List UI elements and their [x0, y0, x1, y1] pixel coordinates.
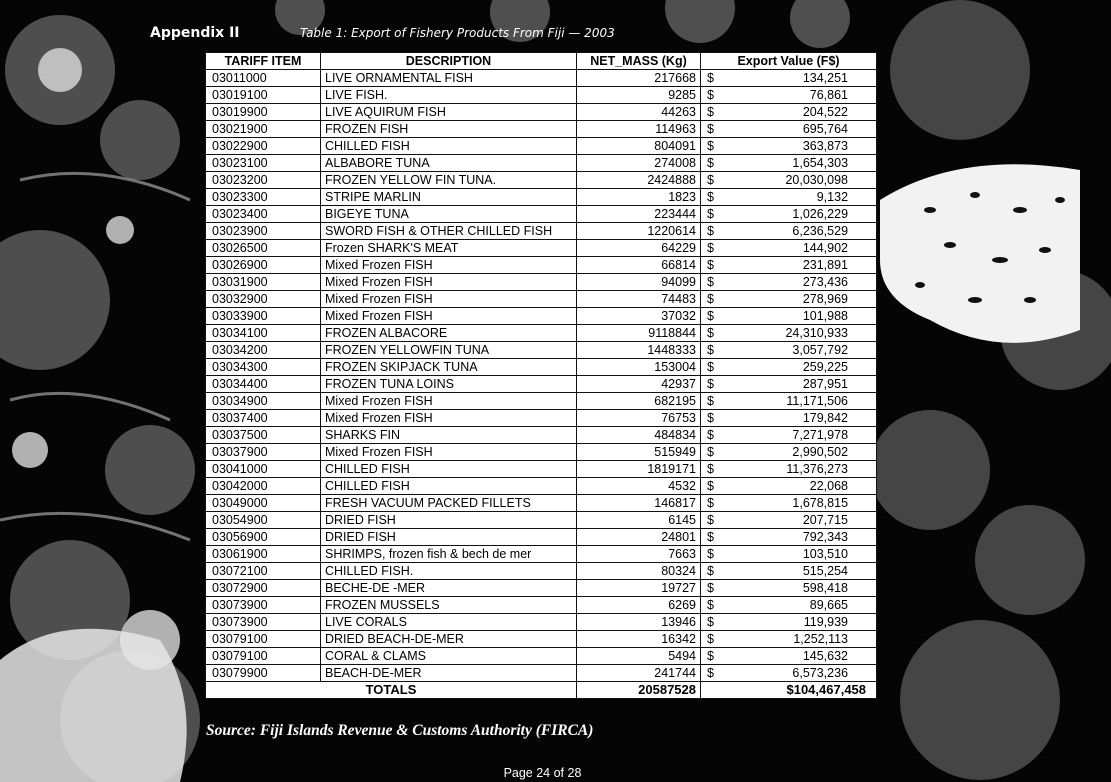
table-row: [206, 597, 877, 614]
description-cell: CHILLED FISH: [321, 461, 577, 478]
export-table-container: [205, 52, 876, 699]
tariff-cell: 03023400: [206, 206, 321, 223]
tariff-cell: 03034400: [206, 376, 321, 393]
export-value-cell: 145,632: [725, 648, 877, 665]
table-row: [206, 308, 877, 325]
description-cell: Frozen SHARK'S MEAT: [321, 240, 577, 257]
description-cell: FROZEN YELLOW FIN TUNA.: [321, 172, 577, 189]
currency-cell: $: [701, 529, 725, 546]
currency-cell: $: [701, 291, 725, 308]
tariff-cell: 03023100: [206, 155, 321, 172]
table-row: [206, 631, 877, 648]
table-row: [206, 614, 877, 631]
description-cell: BIGEYE TUNA: [321, 206, 577, 223]
currency-cell: $: [701, 665, 725, 682]
export-value-cell: 6,236,529: [725, 223, 877, 240]
tariff-cell: 03011000: [206, 70, 321, 87]
table-row: [206, 359, 877, 376]
currency-cell: $: [701, 172, 725, 189]
table-row: [206, 580, 877, 597]
description-cell: DRIED BEACH-DE-MER: [321, 631, 577, 648]
description-cell: DRIED FISH: [321, 512, 577, 529]
table-row: [206, 546, 877, 563]
description-cell: SHRIMPS, frozen fish & bech de mer: [321, 546, 577, 563]
description-cell: FRESH VACUUM PACKED FILLETS: [321, 495, 577, 512]
table-row: [206, 529, 877, 546]
tariff-cell: 03021900: [206, 121, 321, 138]
currency-cell: $: [701, 274, 725, 291]
description-cell: FROZEN FISH: [321, 121, 577, 138]
currency-cell: $: [701, 87, 725, 104]
tariff-cell: 03072100: [206, 563, 321, 580]
description-cell: Mixed Frozen FISH: [321, 291, 577, 308]
table-row: [206, 325, 877, 342]
description-cell: Mixed Frozen FISH: [321, 257, 577, 274]
table-title: Table 1: Export of Fishery Products From Fiji — 2003: [300, 26, 615, 40]
net-mass-cell: 274008: [577, 155, 701, 172]
tariff-cell: 03079900: [206, 665, 321, 682]
currency-cell: $: [701, 257, 725, 274]
net-mass-cell: 19727: [577, 580, 701, 597]
net-mass-cell: 9118844: [577, 325, 701, 342]
export-value-cell: 2,990,502: [725, 444, 877, 461]
net-mass-cell: 74483: [577, 291, 701, 308]
net-mass-cell: 6145: [577, 512, 701, 529]
currency-cell: $: [701, 563, 725, 580]
totals-label: TOTALS: [206, 682, 577, 699]
description-cell: CHILLED FISH.: [321, 563, 577, 580]
tariff-cell: 03079100: [206, 631, 321, 648]
currency-cell: $: [701, 393, 725, 410]
description-cell: CORAL & CLAMS: [321, 648, 577, 665]
net-mass-cell: 7663: [577, 546, 701, 563]
tariff-cell: 03061900: [206, 546, 321, 563]
table-row: [206, 291, 877, 308]
totals-mass: 20587528: [577, 682, 701, 699]
export-value-cell: 515,254: [725, 563, 877, 580]
table-row: [206, 121, 877, 138]
table-row: [206, 376, 877, 393]
table-row: [206, 512, 877, 529]
currency-cell: $: [701, 495, 725, 512]
description-cell: FROZEN SKIPJACK TUNA: [321, 359, 577, 376]
export-value-cell: 144,902: [725, 240, 877, 257]
net-mass-cell: 241744: [577, 665, 701, 682]
tariff-cell: 03072900: [206, 580, 321, 597]
net-mass-cell: 94099: [577, 274, 701, 291]
net-mass-cell: 217668: [577, 70, 701, 87]
export-value-cell: 259,225: [725, 359, 877, 376]
net-mass-cell: 1819171: [577, 461, 701, 478]
tariff-cell: 03026500: [206, 240, 321, 257]
net-mass-cell: 484834: [577, 427, 701, 444]
currency-cell: $: [701, 648, 725, 665]
currency-cell: $: [701, 359, 725, 376]
export-value-cell: 134,251: [725, 70, 877, 87]
table-row: [206, 342, 877, 359]
tariff-cell: 03033900: [206, 308, 321, 325]
net-mass-cell: 44263: [577, 104, 701, 121]
description-cell: DRIED FISH: [321, 529, 577, 546]
description-cell: CHILLED FISH: [321, 138, 577, 155]
currency-cell: $: [701, 206, 725, 223]
export-value-cell: 76,861: [725, 87, 877, 104]
currency-cell: $: [701, 410, 725, 427]
tariff-cell: 03041000: [206, 461, 321, 478]
tariff-cell: 03056900: [206, 529, 321, 546]
description-cell: SWORD FISH & OTHER CHILLED FISH: [321, 223, 577, 240]
source-note: Source: Fiji Islands Revenue & Customs Authority (FIRCA): [206, 722, 594, 739]
description-cell: BECHE-DE -MER: [321, 580, 577, 597]
export-value-cell: 1,678,815: [725, 495, 877, 512]
column-header-description: DESCRIPTION: [321, 53, 577, 70]
tariff-cell: 03019900: [206, 104, 321, 121]
currency-cell: $: [701, 342, 725, 359]
column-header-tariff: TARIFF ITEM: [206, 53, 321, 70]
currency-cell: $: [701, 597, 725, 614]
table-row: [206, 648, 877, 665]
net-mass-cell: 76753: [577, 410, 701, 427]
export-value-cell: 207,715: [725, 512, 877, 529]
table-row: [206, 427, 877, 444]
table-row: [206, 155, 877, 172]
tariff-cell: 03073900: [206, 614, 321, 631]
table-row: [206, 461, 877, 478]
description-cell: LIVE ORNAMENTAL FISH: [321, 70, 577, 87]
currency-cell: $: [701, 325, 725, 342]
description-cell: LIVE AQUIRUM FISH: [321, 104, 577, 121]
table-row: [206, 104, 877, 121]
net-mass-cell: 66814: [577, 257, 701, 274]
net-mass-cell: 146817: [577, 495, 701, 512]
currency-cell: $: [701, 546, 725, 563]
export-value-cell: 101,988: [725, 308, 877, 325]
export-value-cell: 3,057,792: [725, 342, 877, 359]
tariff-cell: 03037900: [206, 444, 321, 461]
description-cell: Mixed Frozen FISH: [321, 410, 577, 427]
net-mass-cell: 24801: [577, 529, 701, 546]
currency-cell: $: [701, 155, 725, 172]
currency-cell: $: [701, 444, 725, 461]
net-mass-cell: 6269: [577, 597, 701, 614]
currency-cell: $: [701, 631, 725, 648]
table-row: [206, 410, 877, 427]
table-row: [206, 138, 877, 155]
description-cell: Mixed Frozen FISH: [321, 444, 577, 461]
description-cell: Mixed Frozen FISH: [321, 308, 577, 325]
column-header-net-mass: NET_MASS (Kg): [577, 53, 701, 70]
description-cell: STRIPE MARLIN: [321, 189, 577, 206]
net-mass-cell: 1220614: [577, 223, 701, 240]
tariff-cell: 03023900: [206, 223, 321, 240]
totals-row: [206, 682, 877, 699]
export-value-cell: 24,310,933: [725, 325, 877, 342]
tariff-cell: 03034200: [206, 342, 321, 359]
tariff-cell: 03034900: [206, 393, 321, 410]
column-header-export-value: Export Value (F$): [701, 53, 877, 70]
net-mass-cell: 16342: [577, 631, 701, 648]
net-mass-cell: 9285: [577, 87, 701, 104]
export-value-cell: 7,271,978: [725, 427, 877, 444]
description-cell: FROZEN TUNA LOINS: [321, 376, 577, 393]
currency-cell: $: [701, 427, 725, 444]
net-mass-cell: 223444: [577, 206, 701, 223]
export-value-cell: 792,343: [725, 529, 877, 546]
tariff-cell: 03073900: [206, 597, 321, 614]
export-value-cell: 103,510: [725, 546, 877, 563]
table-body: [206, 70, 877, 682]
net-mass-cell: 64229: [577, 240, 701, 257]
net-mass-cell: 13946: [577, 614, 701, 631]
description-cell: FROZEN ALBACORE: [321, 325, 577, 342]
table-row: [206, 189, 877, 206]
description-cell: FROZEN YELLOWFIN TUNA: [321, 342, 577, 359]
net-mass-cell: 5494: [577, 648, 701, 665]
currency-cell: $: [701, 189, 725, 206]
description-cell: CHILLED FISH: [321, 478, 577, 495]
export-value-cell: 598,418: [725, 580, 877, 597]
tariff-cell: 03054900: [206, 512, 321, 529]
table-row: [206, 444, 877, 461]
tariff-cell: 03034300: [206, 359, 321, 376]
tariff-cell: 03023200: [206, 172, 321, 189]
table-row: [206, 478, 877, 495]
export-value-cell: 695,764: [725, 121, 877, 138]
table-row: [206, 495, 877, 512]
table-row: [206, 393, 877, 410]
tariff-cell: 03079100: [206, 648, 321, 665]
net-mass-cell: 1448333: [577, 342, 701, 359]
currency-cell: $: [701, 308, 725, 325]
export-value-cell: 204,522: [725, 104, 877, 121]
table-row: [206, 70, 877, 87]
description-cell: LIVE CORALS: [321, 614, 577, 631]
table-row: [206, 563, 877, 580]
description-cell: BEACH-DE-MER: [321, 665, 577, 682]
currency-cell: $: [701, 478, 725, 495]
export-value-cell: 231,891: [725, 257, 877, 274]
description-cell: LIVE FISH.: [321, 87, 577, 104]
tariff-cell: 03049000: [206, 495, 321, 512]
table-row: [206, 665, 877, 682]
export-value-cell: 278,969: [725, 291, 877, 308]
totals-value: $104,467,458: [701, 682, 877, 699]
currency-cell: $: [701, 121, 725, 138]
net-mass-cell: 804091: [577, 138, 701, 155]
net-mass-cell: 153004: [577, 359, 701, 376]
export-table: [205, 52, 877, 699]
export-value-cell: 1,252,113: [725, 631, 877, 648]
tariff-cell: 03031900: [206, 274, 321, 291]
page-number: Page 24 of 28: [503, 766, 582, 780]
net-mass-cell: 4532: [577, 478, 701, 495]
currency-cell: $: [701, 240, 725, 257]
currency-cell: $: [701, 70, 725, 87]
net-mass-cell: 80324: [577, 563, 701, 580]
table-row: [206, 172, 877, 189]
net-mass-cell: 114963: [577, 121, 701, 138]
table-row: [206, 257, 877, 274]
tariff-cell: 03037500: [206, 427, 321, 444]
description-cell: Mixed Frozen FISH: [321, 274, 577, 291]
table-row: [206, 240, 877, 257]
export-value-cell: 6,573,236: [725, 665, 877, 682]
currency-cell: $: [701, 104, 725, 121]
export-value-cell: 9,132: [725, 189, 877, 206]
net-mass-cell: 42937: [577, 376, 701, 393]
currency-cell: $: [701, 223, 725, 240]
table-header-row: [206, 53, 877, 70]
net-mass-cell: 515949: [577, 444, 701, 461]
currency-cell: $: [701, 580, 725, 597]
net-mass-cell: 37032: [577, 308, 701, 325]
net-mass-cell: 682195: [577, 393, 701, 410]
export-value-cell: 11,171,506: [725, 393, 877, 410]
tariff-cell: 03034100: [206, 325, 321, 342]
description-cell: Mixed Frozen FISH: [321, 393, 577, 410]
description-cell: SHARKS FIN: [321, 427, 577, 444]
table-row: [206, 87, 877, 104]
tariff-cell: 03019100: [206, 87, 321, 104]
currency-cell: $: [701, 614, 725, 631]
tariff-cell: 03042000: [206, 478, 321, 495]
description-cell: FROZEN MUSSELS: [321, 597, 577, 614]
tariff-cell: 03026900: [206, 257, 321, 274]
tariff-cell: 03037400: [206, 410, 321, 427]
table-row: [206, 223, 877, 240]
export-value-cell: 287,951: [725, 376, 877, 393]
export-value-cell: 179,842: [725, 410, 877, 427]
currency-cell: $: [701, 138, 725, 155]
tariff-cell: 03023300: [206, 189, 321, 206]
table-row: [206, 274, 877, 291]
tariff-cell: 03022900: [206, 138, 321, 155]
export-value-cell: 11,376,273: [725, 461, 877, 478]
table-row: [206, 206, 877, 223]
tariff-cell: 03032900: [206, 291, 321, 308]
export-value-cell: 1,654,303: [725, 155, 877, 172]
net-mass-cell: 1823: [577, 189, 701, 206]
export-value-cell: 119,939: [725, 614, 877, 631]
export-value-cell: 89,665: [725, 597, 877, 614]
export-value-cell: 20,030,098: [725, 172, 877, 189]
export-value-cell: 22,068: [725, 478, 877, 495]
export-value-cell: 273,436: [725, 274, 877, 291]
currency-cell: $: [701, 461, 725, 478]
description-cell: ALBABORE TUNA: [321, 155, 577, 172]
net-mass-cell: 2424888: [577, 172, 701, 189]
appendix-heading: Appendix II: [150, 25, 240, 41]
export-value-cell: 1,026,229: [725, 206, 877, 223]
export-value-cell: 363,873: [725, 138, 877, 155]
currency-cell: $: [701, 376, 725, 393]
currency-cell: $: [701, 512, 725, 529]
